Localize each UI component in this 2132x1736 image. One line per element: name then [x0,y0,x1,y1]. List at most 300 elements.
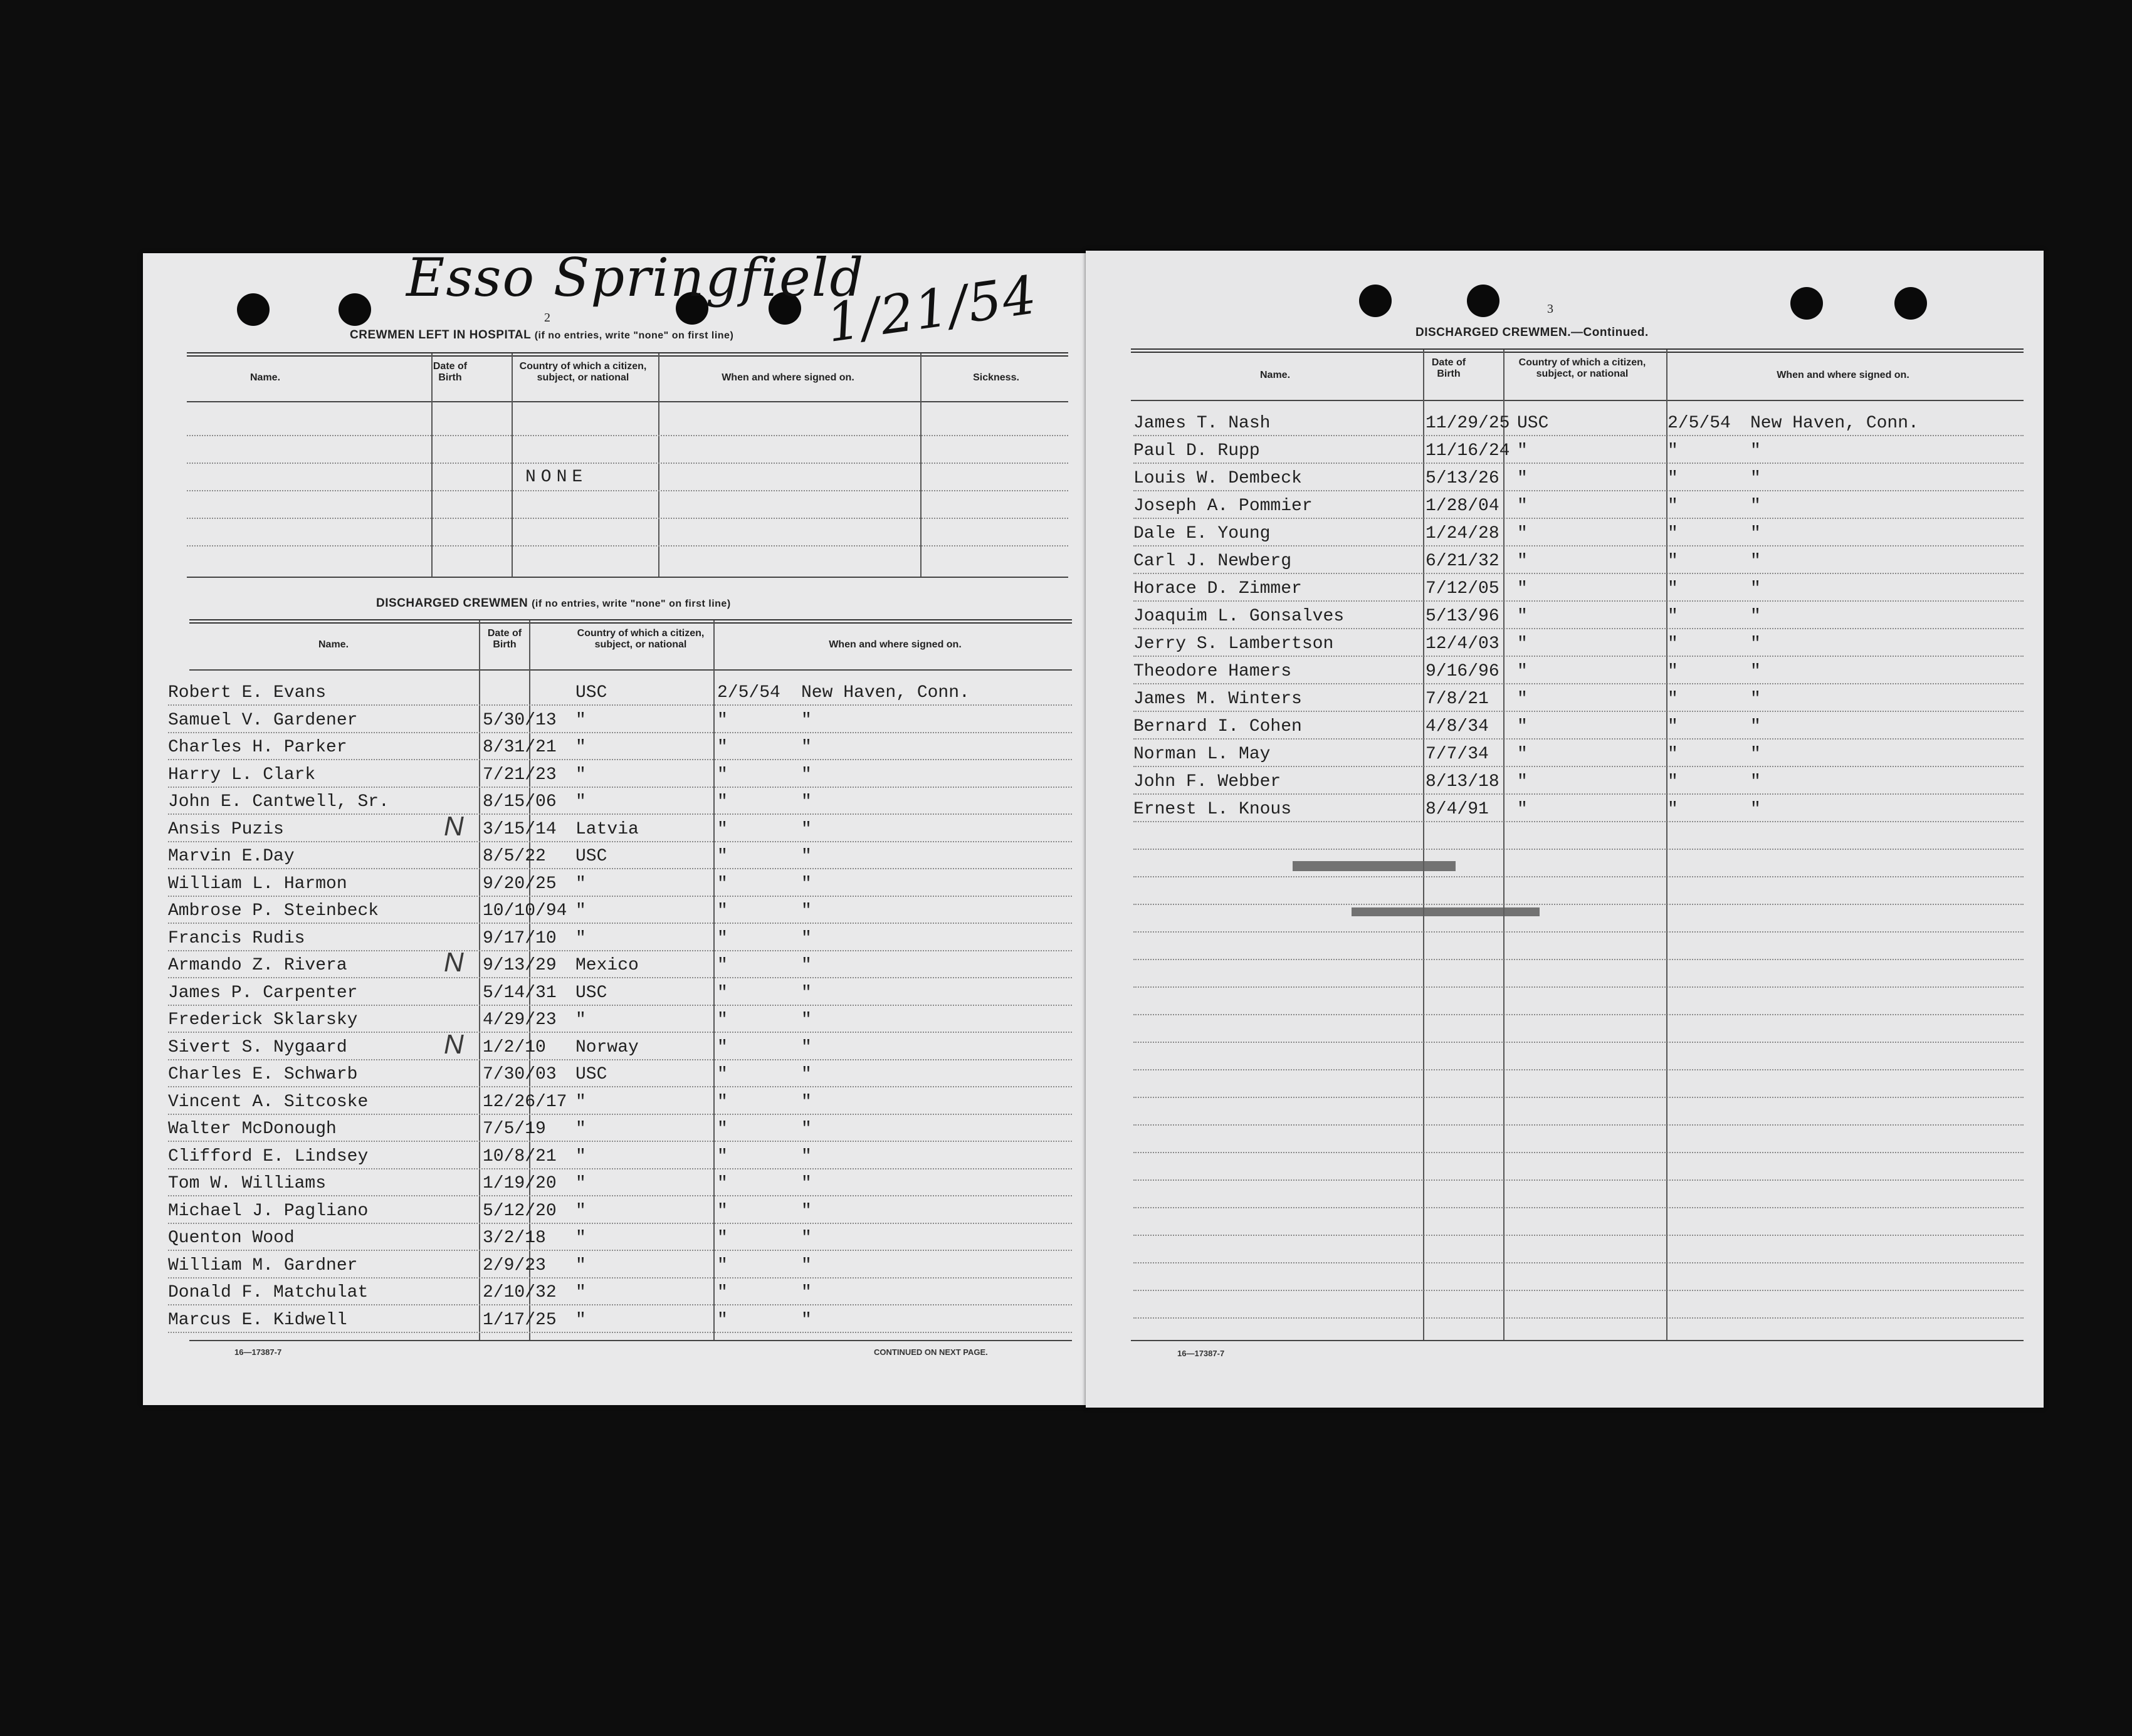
crew-dob: 5/14/31 [483,983,557,1003]
hospital-none-entry: NONE [525,468,588,487]
crew-dob: 8/5/22 [483,847,546,866]
continued-note: CONTINUED ON NEXT PAGE. [874,1347,988,1357]
crew-name: James M. Winters [1133,689,1302,709]
crew-dob: 3/2/18 [483,1228,546,1248]
crew-signed-place: " [1750,634,1761,654]
hospital-header-rule [187,401,1068,402]
crew-signed-place: " [1750,579,1761,599]
blank-row-line [1133,1235,2024,1236]
crew-dob: 11/16/24 [1426,441,1510,461]
hospital-vline-4 [920,353,922,577]
discharged-title-text: DISCHARGED CREWMEN [376,597,528,610]
crew-signed-place: " [801,710,812,730]
crew-row [168,981,1072,1006]
crew-signed-place: " [1750,469,1761,488]
hospital-col-sickness: Sickness. [973,372,1019,383]
crew-country: " [1517,441,1528,461]
ink-stamp-mark [1352,907,1540,916]
blank-row-line [1133,1317,2024,1319]
row-line [168,950,1072,951]
crew-signed-place: " [801,1201,812,1221]
blank-row-line [1133,1069,2024,1070]
crew-dob: 1/24/28 [1426,524,1499,543]
row-line [168,896,1072,897]
right-section-title: DISCHARGED CREWMEN.—Continued. [1415,326,1649,339]
hospital-instruction: (if no entries, write "none" on first line) [534,330,734,341]
row-line [168,868,1072,869]
crew-signed-place: New Haven, Conn. [801,683,970,703]
page-number: 3 [1547,302,1553,316]
crew-signed-place: " [801,1310,812,1330]
crew-name: Walter McDonough [168,1119,337,1139]
crew-country: " [575,765,586,785]
crew-name: James T. Nash [1133,414,1271,433]
hospital-top-rule [187,352,1068,357]
crew-row [1133,549,2024,574]
handwritten-check-mark: N [444,947,464,978]
row-line [1133,628,2024,629]
hospital-col-country: Country of which a citizen, subject, or national [519,361,647,383]
crew-dob: 5/13/96 [1426,607,1499,626]
row-line [168,1114,1072,1115]
crew-signed-place: " [1750,772,1761,792]
crew-row [168,1253,1072,1278]
crew-signed-place: " [1750,717,1761,736]
crew-signed-date: " [1667,662,1678,681]
hospital-bottom-rule [187,577,1068,578]
crew-signed-place: " [801,1010,812,1030]
crew-signed-date: " [1667,496,1678,516]
crew-signed-date: " [717,1310,728,1330]
crew-dob: 11/29/25 [1426,414,1510,433]
row-line [168,1086,1072,1087]
row-line [168,923,1072,924]
crew-signed-place: " [1750,745,1761,764]
right-col-country: Country of which a citizen, subject, or national [1518,357,1646,379]
crew-name: Bernard I. Cohen [1133,717,1302,736]
crew-dob: 1/2/10 [483,1037,546,1057]
crew-dob: 5/13/26 [1426,469,1499,488]
blank-row-line [1133,849,2024,850]
punch-hole-8 [1894,287,1927,320]
crew-signed-place: " [1750,662,1761,681]
crew-country: " [575,1310,586,1330]
crew-signed-place: " [801,1228,812,1248]
blank-row-line [1133,904,2024,905]
crew-row [168,1226,1072,1251]
crew-signed-date: " [717,983,728,1003]
crew-row [1133,439,2024,464]
crew-dob: 9/17/10 [483,928,557,948]
crew-signed-date: " [717,928,728,948]
crew-dob: 8/13/18 [1426,772,1499,792]
crew-country: " [575,1146,586,1166]
crew-name: Paul D. Rupp [1133,441,1260,461]
crew-signed-place: " [1750,524,1761,543]
ink-stamp-mark [1293,861,1456,871]
crew-dob: 7/5/19 [483,1119,546,1139]
crew-signed-place: " [801,792,812,812]
crew-signed-date: " [717,1255,728,1275]
crew-country: USC [575,983,607,1003]
crew-country: " [1517,579,1528,599]
crew-signed-date: " [717,1092,728,1112]
crew-name: Carl J. Newberg [1133,552,1292,571]
blank-row-line [1133,1207,2024,1208]
row-line [168,1332,1072,1333]
crew-country: Mexico [575,956,639,975]
crew-country: " [575,874,586,894]
blank-row-line [1133,931,2024,933]
crew-dob: 9/20/25 [483,874,557,894]
crew-country: Norway [575,1037,639,1057]
crew-signed-date: " [1667,579,1678,599]
punch-hole-7 [1790,287,1823,320]
hospital-vline-2 [512,353,513,577]
crew-signed-date: " [717,792,728,812]
blank-row-line [1133,1042,2024,1043]
crew-country: " [575,928,586,948]
blank-row-line [1133,1124,2024,1126]
crew-dob: 8/31/21 [483,738,557,757]
crew-dob: 10/10/94 [483,901,567,921]
crew-signed-place: " [801,1174,812,1193]
right-header-rule [1131,400,2024,401]
row-line [168,813,1072,815]
crew-signed-date: " [1667,689,1678,709]
crew-row [1133,714,2024,740]
crew-dob: 1/19/20 [483,1174,557,1193]
crew-signed-place: New Haven, Conn. [1750,414,1919,433]
blank-row-line [1133,1262,2024,1263]
punch-hole-6 [1467,285,1499,317]
crew-row [168,1308,1072,1333]
crew-signed-date: " [1667,800,1678,819]
crew-signed-date: " [717,847,728,866]
crew-country: " [1517,552,1528,571]
crew-row [1133,659,2024,684]
discharged-col-dob: Date of Birth [487,628,522,650]
crew-dob: 12/26/17 [483,1092,567,1112]
crew-signed-place: " [801,847,812,866]
blank-row-line [1133,959,2024,960]
row-line [168,1141,1072,1142]
crew-name: Theodore Hamers [1133,662,1292,681]
crew-signed-place: " [801,983,812,1003]
form-code: 16—17387-7 [234,1347,282,1357]
crew-name: Horace D. Zimmer [1133,579,1302,599]
hospital-vline-3 [658,353,659,577]
crew-name: Clifford E. Lindsey [168,1146,369,1166]
crew-row [1133,521,2024,546]
crew-signed-place: " [801,738,812,757]
right-col-dob: Date of Birth [1431,357,1466,379]
right-col-name: Name. [1259,370,1291,380]
crew-signed-place: " [801,901,812,921]
crew-signed-place: " [801,928,812,948]
crew-signed-date: " [717,819,728,839]
crew-country: " [575,710,586,730]
crew-name: Armando Z. Rivera [168,956,347,975]
crew-dob: 1/28/04 [1426,496,1499,516]
crew-signed-place: " [801,956,812,975]
crew-signed-date: " [717,1010,728,1030]
hospital-line [187,463,1068,464]
crew-name: Francis Rudis [168,928,305,948]
crew-signed-date: " [1667,634,1678,654]
row-line [168,977,1072,978]
crew-row [1133,687,2024,712]
right-page [1086,251,2044,1408]
crew-dob: 7/12/05 [1426,579,1499,599]
crew-row [168,926,1072,951]
crew-signed-place: " [1750,552,1761,571]
discharged-col-name: Name. [318,639,349,650]
crew-country: Latvia [575,819,639,839]
discharged-section-title [376,597,731,610]
crew-name: Louis W. Dembeck [1133,469,1302,488]
form-code: 16—17387-7 [1177,1349,1225,1358]
row-line [168,1223,1072,1224]
crew-country: " [575,1119,586,1139]
crew-signed-place: " [801,1065,812,1084]
crew-country: " [1517,717,1528,736]
crew-row [168,1199,1072,1224]
crew-signed-place: " [801,765,812,785]
hospital-line [187,545,1068,546]
discharged-instruction: (if no entries, write "none" on first line) [532,599,731,609]
crew-signed-date: " [717,738,728,757]
row-line [168,1304,1072,1305]
crew-country: " [1517,689,1528,709]
row-line [1133,683,2024,684]
crew-signed-date: " [717,1037,728,1057]
crew-name: Joaquim L. Gonsalves [1133,607,1345,626]
crew-country: " [1517,745,1528,764]
crew-signed-date: " [1667,607,1678,626]
crew-row [168,1280,1072,1305]
crew-row [1133,632,2024,657]
discharged-top-rule [189,619,1072,624]
crew-country: " [575,1283,586,1302]
hospital-col-dob: Date of Birth [433,361,468,383]
row-line [1133,518,2024,519]
crew-row [168,1062,1072,1087]
row-line [1133,573,2024,574]
crew-signed-date: " [717,901,728,921]
crew-row [168,810,1072,842]
crew-signed-date: " [717,956,728,975]
crew-country: USC [575,1065,607,1084]
crew-country: " [575,1228,586,1248]
row-line [168,1032,1072,1033]
crew-row [1133,494,2024,519]
crew-row [168,708,1072,733]
row-line [1133,738,2024,740]
crew-row [168,1171,1072,1196]
crew-signed-date: " [1667,524,1678,543]
crew-name: James P. Carpenter [168,983,358,1003]
crew-row [168,681,1072,706]
handwritten-date: 1/21/54 [822,263,1042,355]
crew-country: " [1517,634,1528,654]
crew-row [1133,797,2024,822]
crew-signed-date: " [1667,441,1678,461]
crew-name: Charles H. Parker [168,738,347,757]
handwritten-check-mark: N [444,810,464,842]
crew-signed-place: " [801,1092,812,1112]
hospital-section-title [350,328,733,342]
handwritten-ship-name: Esso Springfield [406,247,865,308]
crew-signed-place: " [1750,496,1761,516]
crew-signed-place: " [801,1037,812,1057]
row-line [168,1277,1072,1278]
crew-country: USC [575,847,607,866]
crew-dob: 12/4/03 [1426,634,1499,654]
crew-dob: 7/30/03 [483,1065,557,1084]
crew-signed-date: 2/5/54 [717,683,780,703]
crew-name: Frederick Sklarsky [168,1010,358,1030]
crew-signed-date: " [717,1201,728,1221]
crew-name: Robert E. Evans [168,683,327,703]
crew-dob: 8/4/91 [1426,800,1489,819]
crew-signed-place: " [801,1146,812,1166]
crew-name: Donald F. Matchulat [168,1283,369,1302]
crew-name: Samuel V. Gardener [168,710,358,730]
crew-signed-date: " [717,1174,728,1193]
punch-hole-5 [1359,285,1392,317]
discharged-bottom-rule [189,1340,1072,1341]
blank-row-line [1133,1179,2024,1181]
crew-country: " [575,792,586,812]
crew-dob: 10/8/21 [483,1146,557,1166]
crew-name: Joseph A. Pommier [1133,496,1313,516]
punch-hole-1 [237,293,270,326]
crew-signed-date: " [717,1065,728,1084]
crew-signed-date: " [717,1283,728,1302]
crew-row [1133,411,2024,436]
crew-name: Tom W. Williams [168,1174,327,1193]
crew-name: John E. Cantwell, Sr. [168,792,389,812]
hospital-line [187,518,1068,519]
blank-row-line [1133,1290,2024,1291]
crew-dob: 7/7/34 [1426,745,1489,764]
crew-signed-date: " [717,765,728,785]
crew-signed-date: " [717,874,728,894]
row-line [168,1059,1072,1060]
crew-dob: 2/10/32 [483,1283,557,1302]
crew-country: " [575,1092,586,1112]
crew-signed-place: " [1750,441,1761,461]
crew-row [168,763,1072,788]
crew-signed-place: " [801,1283,812,1302]
crew-row [168,735,1072,760]
crew-signed-date: " [1667,717,1678,736]
crew-name: Dale E. Young [1133,524,1271,543]
row-line [168,1195,1072,1196]
crew-signed-date: 2/5/54 [1667,414,1731,433]
blank-row-line [1133,1152,2024,1153]
crew-country: " [575,1255,586,1275]
row-line [168,787,1072,788]
crew-country: " [575,1010,586,1030]
page-number: 2 [544,311,550,325]
crew-name: Ansis Puzis [168,819,284,839]
crew-country: " [575,1201,586,1221]
hospital-line [187,435,1068,436]
crew-dob: 4/29/23 [483,1010,557,1030]
crew-name: Quenton Wood [168,1228,295,1248]
crew-name: Ernest L. Knous [1133,800,1292,819]
crew-dob: 7/8/21 [1426,689,1489,709]
crew-row [168,1008,1072,1033]
crew-row [168,947,1072,978]
crew-row [1133,742,2024,767]
crew-country: " [575,1174,586,1193]
blank-row-line [1133,986,2024,988]
hospital-col-name: Name. [249,372,281,383]
crew-signed-place: " [801,874,812,894]
crew-name: Ambrose P. Steinbeck [168,901,379,921]
crew-name: John F. Webber [1133,772,1281,792]
crew-signed-date: " [1667,772,1678,792]
crew-signed-date: " [1667,552,1678,571]
crew-dob: 6/21/32 [1426,552,1499,571]
handwritten-check-mark: N [444,1028,464,1060]
discharged-header-rule [189,669,1072,671]
crew-row [1133,577,2024,602]
row-line [1133,600,2024,602]
blank-row-line [1133,876,2024,877]
blank-row-line [1133,1014,2024,1015]
hospital-vline-1 [431,353,433,577]
crew-row [168,844,1072,869]
crew-signed-place: " [1750,800,1761,819]
crew-name: Vincent A. Sitcoske [168,1092,369,1112]
crew-row [168,1144,1072,1169]
crew-country: " [575,901,586,921]
crew-row [168,790,1072,815]
crew-dob: 7/21/23 [483,765,557,785]
crew-dob: 3/15/14 [483,819,557,839]
right-top-rule [1131,348,2024,353]
crew-country: USC [575,683,607,703]
punch-hole-2 [339,293,371,326]
crew-country: " [1517,662,1528,681]
crew-row [168,1028,1072,1060]
crew-country: " [1517,607,1528,626]
crew-name: Charles E. Schwarb [168,1065,358,1084]
row-line [168,1168,1072,1169]
crew-country: " [1517,772,1528,792]
crew-signed-place: " [1750,689,1761,709]
crew-name: Marcus E. Kidwell [168,1310,347,1330]
crew-country: " [1517,524,1528,543]
crew-country: " [1517,800,1528,819]
row-line [168,1005,1072,1006]
crew-row [168,1117,1072,1142]
crew-dob: 9/13/29 [483,956,557,975]
hospital-title-text: CREWMEN LEFT IN HOSPITAL [350,328,531,342]
crew-dob: 1/17/25 [483,1310,557,1330]
crew-dob: 2/9/23 [483,1255,546,1275]
crew-name: William M. Gardner [168,1255,358,1275]
crew-dob: 5/30/13 [483,710,557,730]
crew-name: Marvin E.Day [168,847,295,866]
crew-name: Michael J. Pagliano [168,1201,369,1221]
crew-name: Sivert S. Nygaard [168,1037,347,1057]
crew-signed-date: " [717,1228,728,1248]
